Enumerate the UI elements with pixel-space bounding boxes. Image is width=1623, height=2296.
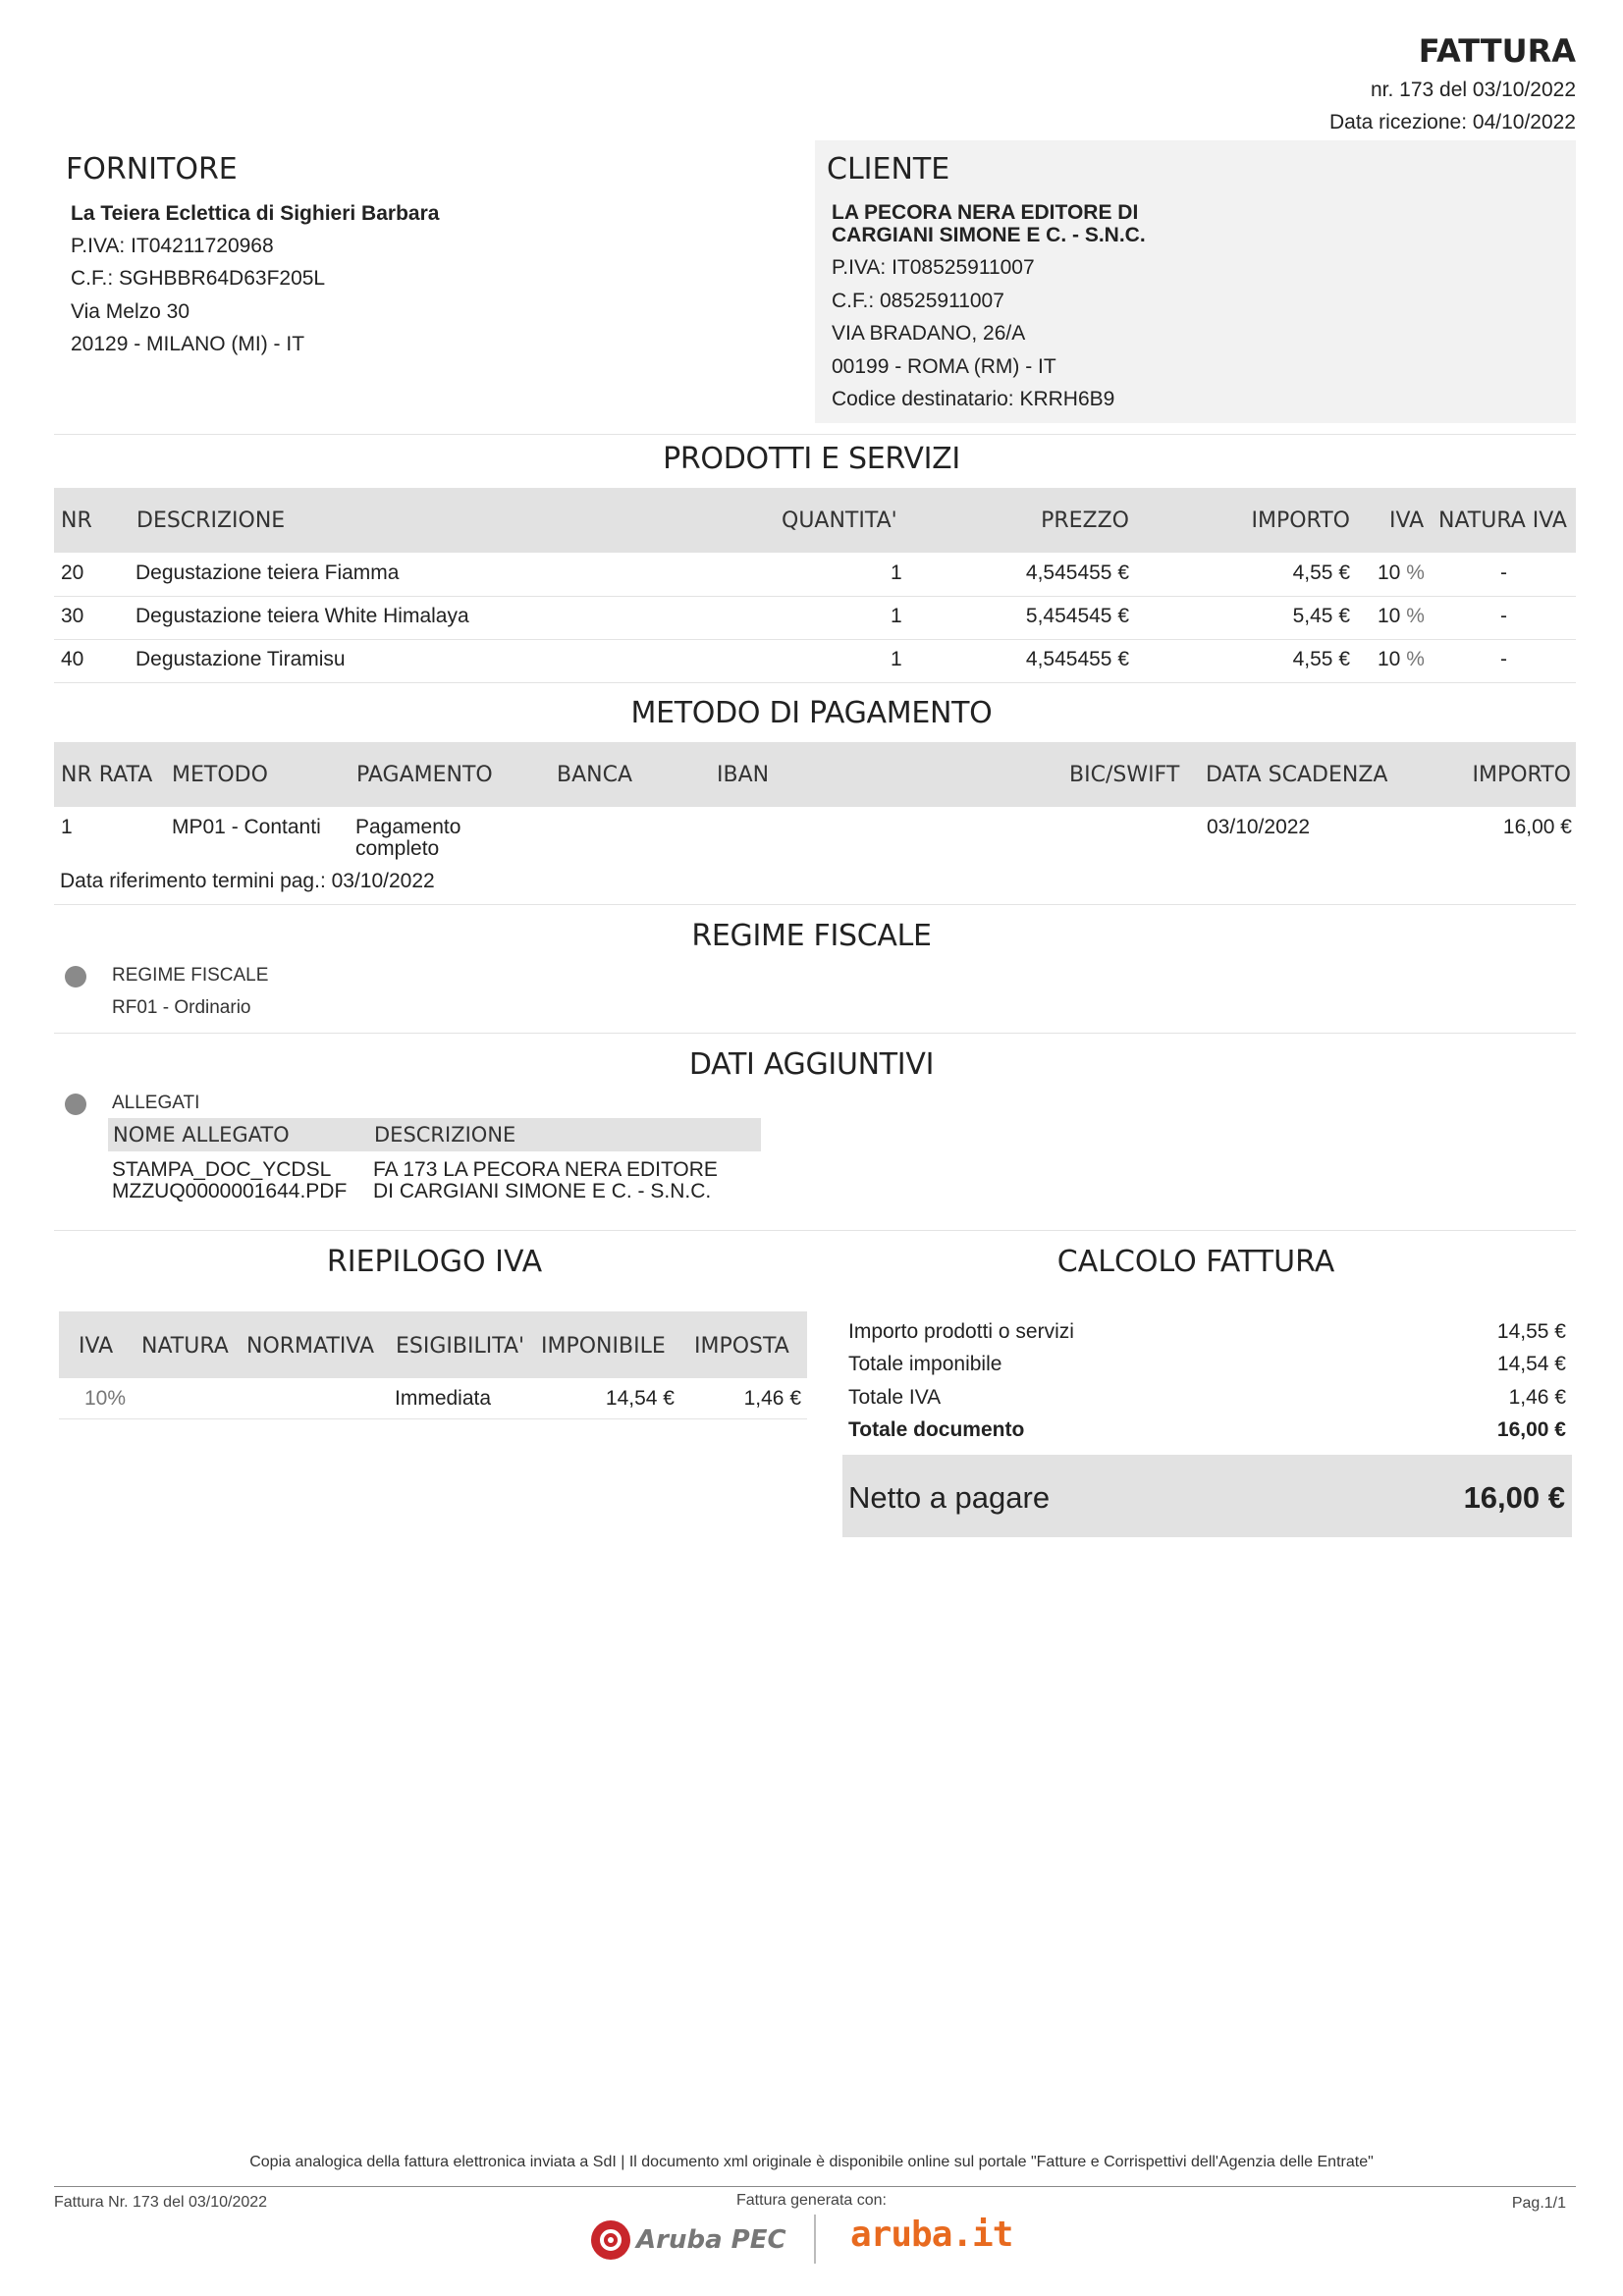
col-attachment-desc: DESCRIZIONE <box>374 1123 516 1147</box>
row-nr: 40 <box>61 648 84 670</box>
col-tax: IMPOSTA <box>694 1334 789 1359</box>
aruba-it-logo: aruba.it <box>850 2215 1013 2255</box>
supplier-address: Via Melzo 30 <box>71 300 190 323</box>
row-amount: 5,45 € <box>1292 605 1350 627</box>
row-price: 4,545455 € <box>1025 561 1129 584</box>
payment-status-line1: Pagamento <box>355 816 461 838</box>
products-table-header <box>54 488 1576 553</box>
received-date: Data ricezione: 04/10/2022 <box>1328 111 1576 133</box>
tax-regime-value: RF01 - Ordinario <box>112 997 251 1018</box>
payment-status-line2: completo <box>355 837 440 860</box>
client-name-line1: LA PECORA NERA EDITORE DI <box>832 201 1139 224</box>
supplier-name: La Teiera Eclettica di Sighieri Barbara <box>71 202 440 225</box>
client-city: 00199 - ROMA (RM) - IT <box>832 355 1056 378</box>
row-nr: 30 <box>61 605 84 627</box>
aruba-pec-wordmark: Aruba PEC <box>636 2225 786 2255</box>
col-regulation: NORMATIVA <box>246 1334 375 1359</box>
vat-rate: 10% <box>84 1387 127 1410</box>
attachment-desc-line1: FA 173 LA PECORA NERA EDITORE <box>373 1158 718 1181</box>
divider <box>54 434 1576 435</box>
row-divider <box>54 596 1576 597</box>
percent-sign: % <box>1406 561 1425 584</box>
row-description: Degustazione teiera White Himalaya <box>135 605 469 627</box>
divider <box>54 1230 1576 1231</box>
footer-generated-by: Fattura generata con: <box>736 2192 887 2209</box>
document-title: FATTURA <box>1418 32 1576 70</box>
supplier-city: 20129 - MILANO (MI) - IT <box>71 333 305 355</box>
calc-value: 16,00 € <box>1496 1418 1566 1441</box>
client-address: VIA BRADANO, 26/A <box>832 322 1026 345</box>
footer-page: Pag.1/1 <box>1511 2195 1566 2212</box>
row-vat <box>1378 561 1425 585</box>
client-heading: CLIENTE <box>827 152 950 187</box>
col-attachment-name: NOME ALLEGATO <box>113 1123 290 1147</box>
installment-nr: 1 <box>61 816 73 838</box>
products-heading: PRODOTTI E SERVIZI <box>663 442 960 476</box>
row-vat <box>1378 605 1425 628</box>
aruba-pec-logo <box>589 2218 785 2262</box>
footer-note: Copia analogica della fattura elettronica inviata a SdI | Il documento xml originale è disponibile online sul portale "Fatture e Corrispettivi dell'Agenzia delle Entrate" <box>249 2154 1374 2170</box>
row-vat-value: 10 <box>1378 605 1401 627</box>
divider <box>54 1033 1576 1034</box>
client-block <box>815 140 1576 423</box>
col-chargeability: ESIGIBILITA' <box>396 1334 525 1359</box>
row-vat <box>1378 648 1425 671</box>
row-vat-nature: - <box>1500 648 1507 670</box>
footer-invoice-ref: Fattura Nr. 173 del 03/10/2022 <box>54 2194 268 2211</box>
row-amount: 4,55 € <box>1292 648 1350 670</box>
vat-table-header <box>59 1311 807 1378</box>
calc-value: 1,46 € <box>1508 1386 1566 1409</box>
row-vat-value: 10 <box>1378 561 1401 584</box>
col-method: METODO <box>172 763 268 787</box>
col-iban: IBAN <box>717 763 770 787</box>
row-description: Degustazione Tiramisu <box>135 648 346 670</box>
divider <box>54 904 1576 905</box>
attachment-name-line2: MZZUQ0000001644.PDF <box>112 1180 348 1202</box>
net-to-pay-box <box>842 1455 1572 1537</box>
row-divider <box>54 639 1576 640</box>
bullet-icon <box>65 966 86 988</box>
calc-label: Totale imponibile <box>848 1353 1002 1375</box>
attachment-name-line1: STAMPA_DOC_YCDSL <box>112 1158 332 1181</box>
row-price: 5,454545 € <box>1025 605 1129 627</box>
tax-regime-label: REGIME FISCALE <box>112 965 269 986</box>
col-amount: IMPORTO <box>1251 508 1350 533</box>
vat-summary-heading: RIEPILOGO IVA <box>326 1245 543 1279</box>
invoice-calc-heading: CALCOLO FATTURA <box>1056 1245 1335 1279</box>
percent-sign: % <box>1406 605 1425 627</box>
col-amount: IMPORTO <box>1472 763 1571 787</box>
payment-table-header <box>54 742 1576 807</box>
vat-chargeability: Immediata <box>395 1387 492 1410</box>
col-vat-nature: NATURA IVA <box>1438 508 1567 533</box>
due-date: 03/10/2022 <box>1207 816 1311 838</box>
client-recipient-code: Codice destinatario: KRRH6B9 <box>832 388 1115 410</box>
col-quantity: QUANTITA' <box>782 508 897 533</box>
row-quantity: 1 <box>891 605 902 627</box>
footer-divider <box>54 2186 1576 2187</box>
col-price: PREZZO <box>1041 508 1129 533</box>
net-to-pay-value: 16,00 € <box>1463 1480 1565 1515</box>
client-name-line2: CARGIANI SIMONE E C. - S.N.C. <box>832 224 1146 246</box>
payment-method: MP01 - Contanti <box>172 816 321 838</box>
supplier-cf: C.F.: SGHBBR64D63F205L <box>71 267 326 290</box>
col-installment: NR RATA <box>61 763 153 787</box>
col-payment: PAGAMENTO <box>356 763 493 787</box>
net-to-pay-label: Netto a pagare <box>848 1480 1051 1515</box>
calc-label: Totale IVA <box>848 1386 942 1409</box>
client-cf: C.F.: 08525911007 <box>832 290 1004 312</box>
row-divider <box>59 1418 807 1419</box>
row-price: 4,545455 € <box>1025 648 1129 670</box>
supplier-heading: FORNITORE <box>66 152 238 187</box>
row-amount: 4,55 € <box>1292 561 1350 584</box>
calc-label: Importo prodotti o servizi <box>848 1320 1074 1343</box>
row-vat-value: 10 <box>1378 648 1401 670</box>
row-nr: 20 <box>61 561 84 584</box>
row-quantity: 1 <box>891 648 902 670</box>
supplier-piva: P.IVA: IT04211720968 <box>71 235 274 257</box>
attachments-table-header <box>108 1118 761 1151</box>
attachment-desc-line2: DI CARGIANI SIMONE E C. - S.N.C. <box>373 1180 712 1202</box>
payment-heading: METODO DI PAGAMENTO <box>630 696 993 730</box>
client-piva: P.IVA: IT08525911007 <box>832 256 1035 279</box>
calc-value: 14,54 € <box>1496 1353 1566 1375</box>
extra-heading: DATI AGGIUNTIVI <box>688 1047 935 1082</box>
invoice-number: nr. 173 del 03/10/2022 <box>1370 79 1576 101</box>
row-divider <box>54 682 1576 683</box>
row-description: Degustazione teiera Fiamma <box>135 561 400 584</box>
col-vat: IVA <box>79 1334 114 1359</box>
col-nature: NATURA <box>141 1334 229 1359</box>
col-taxable: IMPONIBILE <box>541 1334 666 1359</box>
bullet-icon <box>65 1094 86 1115</box>
col-nr: NR <box>61 508 92 533</box>
col-bank: BANCA <box>557 763 633 787</box>
attachments-label: ALLEGATI <box>112 1093 200 1113</box>
row-vat-nature: - <box>1500 561 1507 584</box>
calc-label: Totale documento <box>848 1418 1025 1441</box>
vat-tax: 1,46 € <box>743 1387 801 1410</box>
calc-value: 14,55 € <box>1496 1320 1566 1343</box>
row-quantity: 1 <box>891 561 902 584</box>
col-description: DESCRIZIONE <box>136 508 286 533</box>
payment-reference-date: Data riferimento termini pag.: 03/10/2022 <box>60 870 435 892</box>
logo-divider <box>814 2215 816 2264</box>
col-due-date: DATA SCADENZA <box>1206 763 1388 787</box>
aruba-pec-seal-icon <box>589 2218 632 2262</box>
percent-sign: % <box>1406 648 1425 670</box>
tax-regime-heading: REGIME FISCALE <box>691 919 932 953</box>
col-vat: IVA <box>1389 508 1425 533</box>
vat-taxable: 14,54 € <box>605 1387 675 1410</box>
payment-amount: 16,00 € <box>1502 816 1572 838</box>
row-vat-nature: - <box>1500 605 1507 627</box>
col-bic: BIC/SWIFT <box>1069 763 1180 787</box>
